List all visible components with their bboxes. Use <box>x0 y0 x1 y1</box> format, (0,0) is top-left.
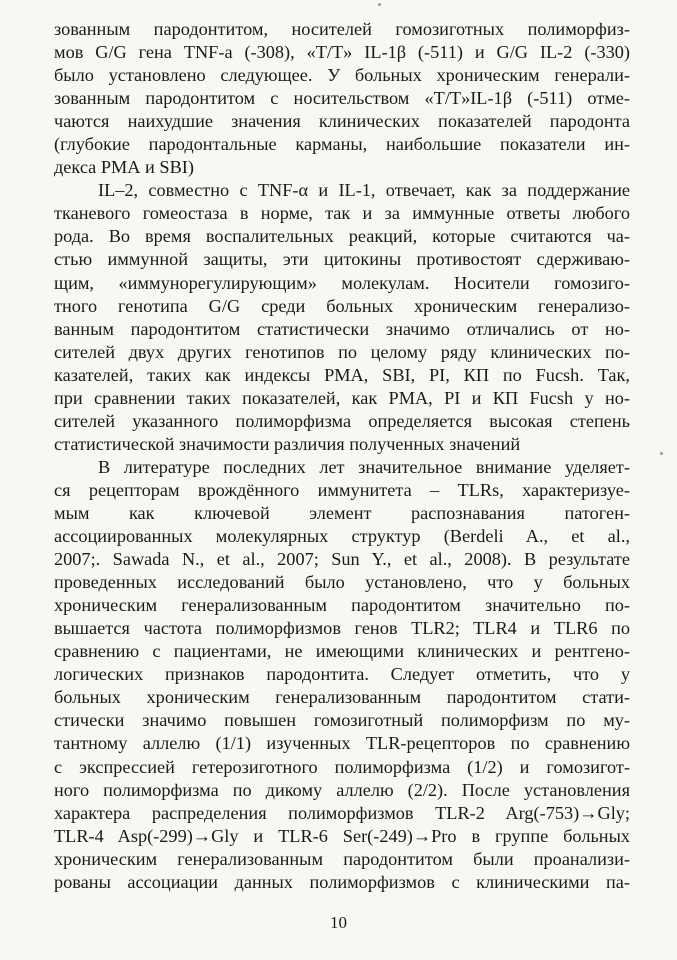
text-line: тантному аллелю (1/1) изученных TLR-рецепторов по сравнению <box>54 733 630 754</box>
text-line: ся рецепторам врождённого иммунитета – TLRs, характеризуе- <box>54 479 630 500</box>
text-line: вышается частота полиморфизмов генов TLR2; TLR4 и TLR6 по <box>54 618 630 639</box>
text-line: декса РМА и SBI) <box>54 157 194 178</box>
text-line: больных хроническим генерализованным пародонтитом стати- <box>54 687 630 708</box>
text-line: чаются наихудшие значения клинических показателей пародонта <box>54 111 630 132</box>
paragraph-1 <box>54 18 630 179</box>
scan-speck <box>660 452 663 455</box>
text-line: рованы ассоциации данных полиморфизмов с клиническими па- <box>54 871 630 892</box>
text-line: было установлено следующее. У больных хроническим генерали- <box>54 65 630 86</box>
text-line: В литературе последних лет значительное внимание уделяет- <box>98 456 630 477</box>
text-line: TLR-4 Asp(-299)→Gly и TLR-6 Ser(-249)→Pro в группе больных <box>54 825 630 846</box>
text-line: хроническим генерализованным пародонтитом значительно по- <box>54 595 630 616</box>
paragraph-3 <box>54 456 630 894</box>
body-text <box>54 18 630 894</box>
paragraph-2 <box>54 179 630 456</box>
scan-speck <box>378 3 381 6</box>
text-line: 2007;. Sawada N., et al., 2007; Sun Y., et al., 2008). В результате <box>54 549 630 570</box>
text-line: тного генотипа G/G среди больных хроническим генерализо- <box>54 295 630 316</box>
text-line: характера распределения полиморфизмов TLR-2 Arg(-753)→Gly; <box>54 802 630 823</box>
text-line: хроническим генерализованным пародонтитом были проанализи- <box>54 848 630 869</box>
text-line: щим, «иммунорегулирующим» молекулам. Носители гомозиго- <box>54 272 630 293</box>
text-line: зованным пародонтитом с носительством «T/T»IL-1β (-511) отме- <box>54 88 630 109</box>
text-line: сителей указанного полиморфизма определяется высокая степень <box>54 410 630 431</box>
text-line: логических признаков пародонтита. Следует отметить, что у <box>54 664 630 685</box>
text-line: ного полиморфизма по дикому аллелю (2/2). После установления <box>54 779 630 800</box>
text-line: проведенных исследований было установлено, что у больных <box>54 572 630 593</box>
text-line: сителей двух других генотипов по целому ряду клинических по- <box>54 341 630 362</box>
text-line: сравнению с пациентами, не имеющими клинических и рентгено- <box>54 641 630 662</box>
text-line: рода. Во время воспалительных реакций, которые считаются ча- <box>54 226 630 247</box>
page-number: 10 <box>330 913 347 932</box>
text-line: зованным пародонтитом, носителей гомозиготных полиморфиз- <box>54 19 630 39</box>
text-line: стически значимо повышен гомозиготный полиморфизм по му- <box>54 710 630 731</box>
text-line: казателей, таких как индексы РМА, SBI, PI, КП по Fucsh. Так, <box>54 364 630 385</box>
text-line: IL–2, совместно с TNF-α и IL-1, отвечает, как за поддержание <box>98 180 630 201</box>
text-line: мым как ключевой элемент распознавания патоген- <box>54 502 630 523</box>
text-line: (глубокие пародонтальные карманы, наибольшие показатели ин- <box>54 134 630 155</box>
text-line: ассоциированных молекулярных структур (Berdeli A., et al., <box>54 526 630 547</box>
text-line: стью иммунной защиты, эти цитокины противостоят сдерживаю- <box>54 249 630 270</box>
text-line: ванным пародонтитом статистически значимо отличались от но- <box>54 318 630 339</box>
text-line: при сравнении таких показателей, как РМА, PI и КП Fucsh у но- <box>54 387 630 408</box>
text-line: мов G/G гена TNF-a (-308), «T/T» IL-1β (-511) и G/G IL-2 (-330) <box>54 42 630 63</box>
text-line: статистической значимости различия полученных значений <box>54 433 521 454</box>
text-line: тканевого гомеостаза в норме, так и за иммунные ответы любого <box>54 203 630 224</box>
text-line: с экспрессией гетерозиготного полиморфизма (1/2) и гомозигот- <box>54 756 630 777</box>
